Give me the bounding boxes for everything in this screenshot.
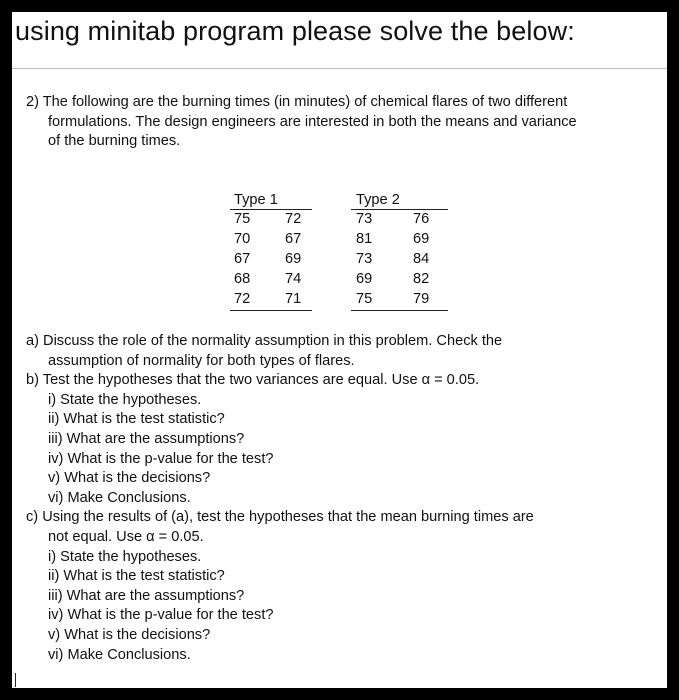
part-c-item: i) State the hypotheses.	[48, 548, 202, 565]
cell: 75	[234, 211, 251, 227]
cell: 68	[234, 271, 251, 287]
part-b-item: iv) What is the p-value for the test?	[48, 450, 274, 467]
part-b: b) Test the hypotheses that the two variances are equal. Use α = 0.05.	[26, 372, 480, 389]
cell: 75	[356, 291, 373, 307]
cell: 76	[413, 211, 430, 227]
page-heading: using minitab program please solve the below:	[15, 16, 575, 46]
text-caret	[15, 673, 16, 687]
part-c-item: iv) What is the p-value for the test?	[48, 607, 274, 624]
cell: 84	[413, 251, 430, 267]
part-b-item: v) What is the decisions?	[48, 470, 211, 487]
part-c-item: vi) Make Conclusions.	[48, 646, 191, 663]
table-bottom-rule	[230, 310, 312, 311]
intro-line-3: of the burning times.	[48, 133, 181, 150]
part-b-item: vi) Make Conclusions.	[48, 489, 191, 506]
part-b-item: i) State the hypotheses.	[48, 391, 202, 408]
cell: 69	[356, 271, 373, 287]
type1-header: Type 1	[234, 192, 278, 208]
cell: 69	[413, 231, 430, 247]
part-c-line-1: c) Using the results of (a), test the hypotheses that the mean burning times are	[26, 509, 534, 526]
part-c-item: iii) What are the assumptions?	[48, 587, 245, 604]
question-parts	[26, 332, 534, 665]
part-b-item: ii) What is the test statistic?	[48, 411, 225, 428]
cell: 71	[285, 291, 302, 307]
part-c-line-2: not equal. Use α = 0.05.	[48, 528, 204, 545]
document-page	[12, 12, 667, 688]
part-c-item: ii) What is the test statistic?	[48, 568, 225, 585]
intro-line-2: formulations. The design engineers are interested in both the means and variance	[48, 113, 577, 130]
cell: 73	[356, 251, 373, 267]
cell: 82	[413, 271, 430, 287]
burning-times-table	[230, 191, 450, 311]
cell: 74	[285, 271, 302, 287]
type2-header: Type 2	[356, 192, 400, 208]
part-c-item: v) What is the decisions?	[48, 626, 211, 643]
table-bottom-rule-2	[351, 310, 448, 311]
heading-divider	[12, 68, 667, 69]
part-a-line-2: assumption of normality for both types of flares.	[48, 352, 355, 369]
part-a-line-1: a) Discuss the role of the normality assumption in this problem. Check the	[26, 333, 503, 349]
cell: 73	[356, 211, 373, 227]
cell: 69	[285, 251, 302, 267]
cell: 67	[234, 251, 251, 267]
cell: 79	[413, 291, 430, 307]
cell: 67	[285, 231, 302, 247]
intro-line-1: 2) The following are the burning times (in minutes) of chemical flares of two different	[26, 94, 568, 110]
cell: 81	[356, 231, 373, 247]
part-b-item: iii) What are the assumptions?	[48, 430, 245, 447]
cell: 72	[234, 291, 251, 307]
cell: 72	[285, 211, 302, 227]
cell: 70	[234, 231, 251, 247]
problem-intro	[26, 93, 577, 152]
